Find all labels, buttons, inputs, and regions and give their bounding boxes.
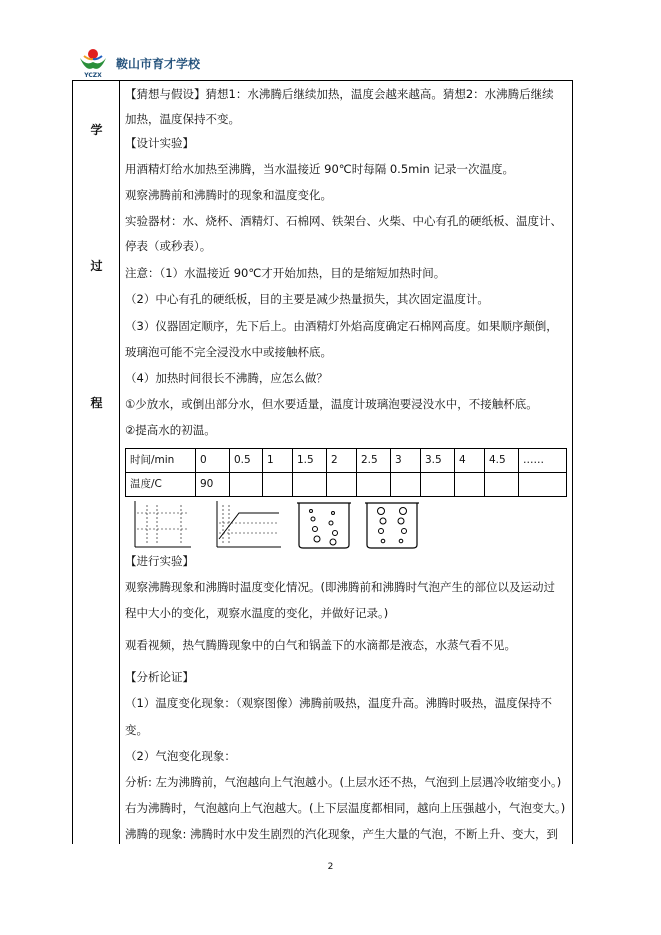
text-line: 右为沸腾时，气泡越向上气泡越大。(上下层温度都相同，越向上压强越小，气泡变大。) [125, 801, 566, 815]
section-heading: 【设计实验】 [125, 136, 194, 150]
table-cell [455, 473, 485, 497]
text-line: （4）加热时间很长不沸腾，应怎么做？ [125, 371, 328, 385]
text-line: 用酒精灯给水加热至沸腾，当水温接近 90℃时每隔 0.5min 记录一次温度。 [125, 162, 514, 176]
table-cell: 1.5 [293, 449, 327, 473]
table-cell: 0.5 [230, 449, 263, 473]
table-cell [391, 473, 421, 497]
text-line: 观察沸腾现象和沸腾时温度变化情况。(即沸腾前和沸腾时气泡产生的部位以及运动过 [125, 580, 555, 594]
beaker-before-boiling-icon [297, 503, 351, 548]
school-name: 鞍山市育才学校 [116, 57, 201, 71]
table-cell: …… [519, 449, 567, 473]
text-line: 分析: 左为沸腾前，气泡越向上气泡越小。(上层水还不热，气泡到上层遇冷收缩变小。) [125, 775, 562, 789]
table-cell [327, 473, 357, 497]
table-cell [485, 473, 519, 497]
table-cell: 4.5 [485, 449, 519, 473]
temperature-record-table [125, 448, 567, 497]
temperature-graph-boiling-icon [217, 501, 281, 547]
table-cell [421, 473, 455, 497]
side-label-xue: 学 [90, 123, 103, 137]
table-cell [230, 473, 263, 497]
text-line: 观察沸腾前和沸腾时的现象和温度变化。 [125, 188, 332, 202]
table-cell: 4 [455, 449, 485, 473]
table-cell: 温度/C [126, 473, 196, 497]
text-line: （1）温度变化现象：（观察图像）沸腾前吸热，温度升高。沸腾时吸热，温度保持不 [125, 696, 553, 710]
beaker-boiling-icon [365, 503, 419, 548]
text-line: 观看视频，热气腾腾现象中的白气和锅盖下的水滴都是液态，水蒸气看不见。 [125, 638, 516, 652]
table-cell [293, 473, 327, 497]
school-logo-icon [76, 44, 110, 78]
text-line: 注意：（1）水温接近 90℃才开始加热，目的是缩短加热时间。 [125, 266, 446, 280]
page-number: 2 [327, 862, 334, 872]
table-row [126, 473, 567, 497]
table-cell: 3.5 [421, 449, 455, 473]
text-line: （2）气泡变化现象： [125, 749, 236, 763]
table-row [126, 449, 567, 473]
text-line: 玻璃泡可能不完全浸没水中或接触杯底。 [125, 345, 332, 359]
section-heading: 【分析论证】 [125, 670, 194, 684]
lesson-table [72, 80, 573, 844]
text-line: ①少放水，或倒出部分水，但水要适量，温度计玻璃泡要浸没水中，不接触杯底。 [125, 397, 538, 411]
side-column [73, 81, 120, 844]
text-line: （2）中心有孔的硬纸板，目的主要是减少热量损失，其次固定温度计。 [125, 292, 489, 306]
text-line: ②提高水的初温。 [125, 423, 216, 437]
text-line: 实验器材：水、烧杯、酒精灯、石棉网、铁架台、火柴、中心有孔的硬纸板、温度计、 [125, 214, 562, 228]
text-line: 沸腾的现象: 沸腾时水中发生剧烈的汽化现象，产生大量的气泡，不断上升、变大，到 [125, 827, 559, 841]
page-header [76, 44, 586, 80]
text-line: 加热，温度保持不变。 [125, 112, 240, 126]
table-cell: 2.5 [357, 449, 391, 473]
table-cell: 0 [196, 449, 230, 473]
experiment-figures [131, 499, 461, 549]
logo-text: YCZX [84, 72, 102, 78]
text-line: 变。 [125, 723, 148, 737]
table-cell: 2 [327, 449, 357, 473]
table-cell [357, 473, 391, 497]
table-cell: 3 [391, 449, 421, 473]
text-line: （3）仪器固定顺序，先下后上。由酒精灯外焰高度确定石棉网高度。如果顺序颠倒， [125, 319, 558, 333]
table-cell: 时间/min [126, 449, 196, 473]
table-cell [263, 473, 293, 497]
temperature-graph-before-icon [135, 501, 191, 547]
text-line: 程中大小的变化，观察水温度的变化，并做好记录。) [125, 606, 389, 620]
table-cell: 1 [263, 449, 293, 473]
table-cell [519, 473, 567, 497]
text-line: 【猜想与假设】猜想1：水沸腾后继续加热，温度会越来越高。猜想2：水沸腾后继续 [125, 87, 554, 101]
table-cell: 90 [196, 473, 230, 497]
side-label-cheng: 程 [90, 396, 103, 410]
text-line: 停表（或秒表）。 [125, 239, 212, 253]
section-heading: 【进行实验】 [125, 554, 194, 568]
side-label-guo: 过 [90, 259, 103, 273]
